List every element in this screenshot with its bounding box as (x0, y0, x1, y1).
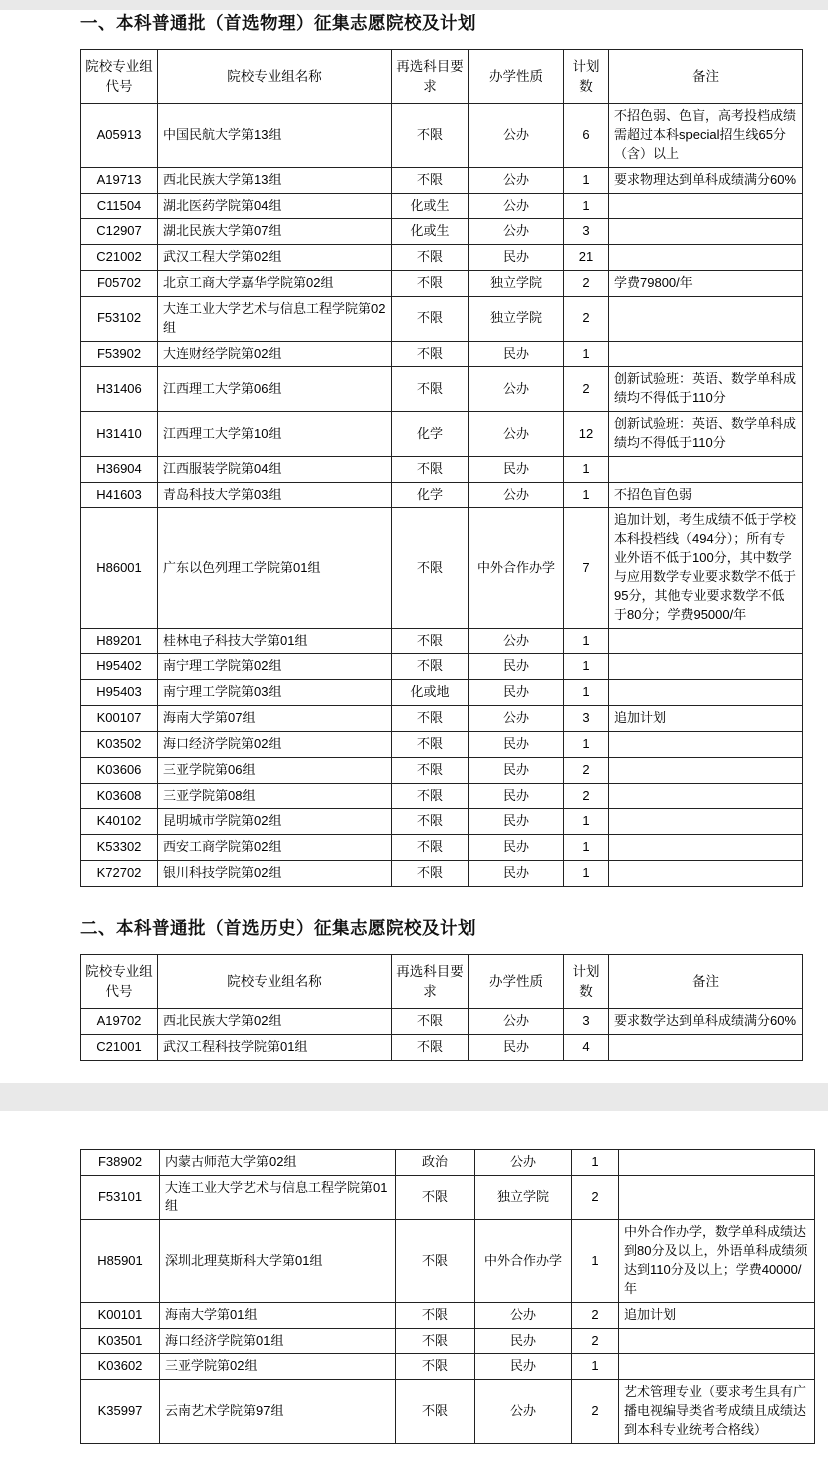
col-header-code: 院校专业组代号 (81, 50, 158, 104)
cell-count: 1 (564, 809, 609, 835)
cell-count: 1 (564, 654, 609, 680)
cell-subject: 化学 (392, 482, 469, 508)
cell-code: H89201 (81, 628, 158, 654)
cell-count: 1 (564, 731, 609, 757)
cell-name: 南宁理工学院第03组 (158, 680, 392, 706)
table-row (81, 835, 803, 861)
table-row (81, 706, 803, 732)
cell-name: 大连工业大学艺术与信息工程学院第02组 (158, 296, 392, 341)
cell-name: 西北民族大学第02组 (158, 1009, 392, 1035)
cell-count: 6 (564, 104, 609, 168)
cell-count: 3 (564, 706, 609, 732)
table-row (81, 1302, 815, 1328)
cell-note: 学费79800/年 (609, 271, 803, 297)
cell-note: 创新试验班：英语、数学单科成绩均不得低于110分 (609, 412, 803, 457)
cell-count: 3 (564, 219, 609, 245)
cell-subject: 不限 (392, 757, 469, 783)
cell-name: 内蒙古师范大学第02组 (160, 1149, 396, 1175)
cell-name: 三亚学院第08组 (158, 783, 392, 809)
cell-count: 2 (572, 1380, 619, 1444)
cell-type: 中外合作办学 (475, 1220, 572, 1302)
table-row (81, 680, 803, 706)
cell-subject: 不限 (392, 861, 469, 887)
cell-note: 追加计划 (609, 706, 803, 732)
cell-code: K40102 (81, 809, 158, 835)
table-row (81, 1009, 803, 1035)
cell-type: 公办 (475, 1302, 572, 1328)
col-header-note: 备注 (609, 50, 803, 104)
cell-subject: 化或地 (392, 680, 469, 706)
cell-subject: 不限 (396, 1302, 475, 1328)
cell-code: K35997 (81, 1380, 160, 1444)
plan-table-1 (80, 49, 803, 887)
cell-name: 三亚学院第02组 (160, 1354, 396, 1380)
table-row (81, 412, 803, 457)
col-header-type: 办学性质 (469, 50, 564, 104)
col-header-count: 计划数 (564, 954, 609, 1008)
cell-name: 桂林电子科技大学第01组 (158, 628, 392, 654)
cell-name: 深圳北理莫斯科大学第01组 (160, 1220, 396, 1302)
cell-code: H41603 (81, 482, 158, 508)
cell-code: K00101 (81, 1302, 160, 1328)
document-root (0, 10, 828, 1466)
cell-type: 公办 (469, 367, 564, 412)
cell-subject: 不限 (396, 1220, 475, 1302)
cell-type: 公办 (469, 706, 564, 732)
cell-type: 民办 (469, 654, 564, 680)
cell-type: 公办 (469, 219, 564, 245)
cell-note: 艺术管理专业（要求考生具有广播电视编导类省考成绩且成绩达到本科专业统考合格线） (619, 1380, 815, 1444)
cell-type: 公办 (469, 104, 564, 168)
table-row (81, 271, 803, 297)
cell-note: 不招色盲色弱 (609, 482, 803, 508)
cell-name: 大连工业大学艺术与信息工程学院第01组 (160, 1175, 396, 1220)
cell-subject: 不限 (392, 271, 469, 297)
cell-code: K03608 (81, 783, 158, 809)
cell-name: 海南大学第01组 (160, 1302, 396, 1328)
cell-note: 中外合作办学，数学单科成绩达到80分及以上，外语单科成绩须达到110分及以上；学费40000/年 (619, 1220, 815, 1302)
cell-type: 民办 (475, 1354, 572, 1380)
cell-count: 2 (564, 367, 609, 412)
cell-code: H85901 (81, 1220, 160, 1302)
cell-name: 江西理工大学第10组 (158, 412, 392, 457)
cell-note (609, 835, 803, 861)
cell-count: 1 (572, 1149, 619, 1175)
cell-subject: 不限 (392, 245, 469, 271)
cell-type: 民办 (469, 456, 564, 482)
table-row (81, 1354, 815, 1380)
col-header-name: 院校专业组名称 (158, 954, 392, 1008)
cell-subject: 不限 (392, 835, 469, 861)
section-title-2: 二、本科普通批（首选历史）征集志愿院校及计划 (80, 917, 476, 938)
cell-type: 中外合作办学 (469, 508, 564, 628)
table-row (81, 167, 803, 193)
cell-count: 1 (564, 680, 609, 706)
cell-code: F38902 (81, 1149, 160, 1175)
table-body-2 (81, 1009, 803, 1061)
cell-code: F53101 (81, 1175, 160, 1220)
cell-subject: 不限 (396, 1354, 475, 1380)
table-row (81, 731, 803, 757)
table-header-row (81, 50, 803, 104)
cell-note (609, 654, 803, 680)
table-holder-1 (0, 49, 828, 887)
cell-note (609, 341, 803, 367)
cell-subject: 不限 (392, 654, 469, 680)
section-title-1: 一、本科普通批（首选物理）征集志愿院校及计划 (80, 13, 476, 33)
table-row (81, 757, 803, 783)
cell-code: C21002 (81, 245, 158, 271)
cell-name: 南宁理工学院第02组 (158, 654, 392, 680)
cell-code: K00107 (81, 706, 158, 732)
cell-note (609, 731, 803, 757)
cell-code: C12907 (81, 219, 158, 245)
cell-code: K53302 (81, 835, 158, 861)
cell-type: 民办 (469, 861, 564, 887)
cell-count: 2 (564, 783, 609, 809)
cell-type: 民办 (469, 341, 564, 367)
table-body-1 (81, 104, 803, 887)
cell-subject: 化或生 (392, 193, 469, 219)
cell-subject: 化学 (392, 412, 469, 457)
cell-note (619, 1354, 815, 1380)
cell-name: 北京工商大学嘉华学院第02组 (158, 271, 392, 297)
table-row (81, 1149, 815, 1175)
cell-subject: 不限 (396, 1328, 475, 1354)
cell-code: K03602 (81, 1354, 160, 1380)
cell-note (609, 296, 803, 341)
cell-code: C11504 (81, 193, 158, 219)
cell-name: 江西服装学院第04组 (158, 456, 392, 482)
col-header-type: 办学性质 (469, 954, 564, 1008)
cell-note (609, 245, 803, 271)
cell-note (609, 219, 803, 245)
cell-subject: 不限 (396, 1380, 475, 1444)
cell-name: 西北民族大学第13组 (158, 167, 392, 193)
cell-subject: 不限 (392, 508, 469, 628)
cell-subject: 不限 (392, 104, 469, 168)
cell-type: 公办 (475, 1380, 572, 1444)
cell-type: 民办 (469, 1034, 564, 1060)
cell-count: 3 (564, 1009, 609, 1035)
cell-subject: 不限 (392, 296, 469, 341)
cell-note (609, 757, 803, 783)
cell-name: 昆明城市学院第02组 (158, 809, 392, 835)
cell-code: F05702 (81, 271, 158, 297)
cell-name: 三亚学院第06组 (158, 757, 392, 783)
cell-code: H95402 (81, 654, 158, 680)
cell-name: 广东以色列理工学院第01组 (158, 508, 392, 628)
cell-code: K03501 (81, 1328, 160, 1354)
cell-code: A05913 (81, 104, 158, 168)
cell-name: 云南艺术学院第97组 (160, 1380, 396, 1444)
cell-subject: 不限 (392, 341, 469, 367)
table-row (81, 367, 803, 412)
col-header-count: 计划数 (564, 50, 609, 104)
cell-note (619, 1175, 815, 1220)
cell-name: 江西理工大学第06组 (158, 367, 392, 412)
cell-count: 7 (564, 508, 609, 628)
col-header-name: 院校专业组名称 (158, 50, 392, 104)
cell-note: 追加计划 (619, 1302, 815, 1328)
cell-code: H95403 (81, 680, 158, 706)
cell-type: 民办 (475, 1328, 572, 1354)
cell-note: 创新试验班：英语、数学单科成绩均不得低于110分 (609, 367, 803, 412)
cell-type: 公办 (469, 167, 564, 193)
table-row (81, 861, 803, 887)
cell-type: 民办 (469, 809, 564, 835)
cell-code: K03606 (81, 757, 158, 783)
cell-note (619, 1328, 815, 1354)
cell-type: 独立学院 (469, 271, 564, 297)
cell-count: 2 (572, 1328, 619, 1354)
cell-note (609, 193, 803, 219)
cell-count: 1 (572, 1354, 619, 1380)
cell-code: F53102 (81, 296, 158, 341)
cell-count: 1 (564, 341, 609, 367)
cell-type: 民办 (469, 835, 564, 861)
table-row (81, 245, 803, 271)
table-row (81, 104, 803, 168)
cell-count: 1 (564, 861, 609, 887)
table-row (81, 456, 803, 482)
col-header-code: 院校专业组代号 (81, 954, 158, 1008)
table-row (81, 193, 803, 219)
page-separator (0, 1083, 828, 1111)
cell-name: 银川科技学院第02组 (158, 861, 392, 887)
table-holder-3 (0, 1149, 828, 1444)
cell-note (609, 628, 803, 654)
cell-note (609, 1034, 803, 1060)
table-row (81, 1380, 815, 1444)
cell-type: 公办 (469, 1009, 564, 1035)
cell-name: 湖北医药学院第04组 (158, 193, 392, 219)
document-page-2 (0, 1111, 828, 1466)
cell-note: 要求物理达到单科成绩满分60% (609, 167, 803, 193)
cell-code: C21001 (81, 1034, 158, 1060)
cell-count: 2 (572, 1302, 619, 1328)
cell-count: 1 (572, 1220, 619, 1302)
cell-note: 追加计划，考生成绩不低于学校本科投档线（494分）；所有专业外语不低于100分，其中数学与应用数学专业要求数学不低于95分，其他专业要求数学不低于80分；学费95000/年 (609, 508, 803, 628)
cell-name: 海口经济学院第02组 (158, 731, 392, 757)
cell-note (609, 456, 803, 482)
cell-type: 公办 (469, 193, 564, 219)
col-header-note: 备注 (609, 954, 803, 1008)
cell-count: 12 (564, 412, 609, 457)
table-row (81, 654, 803, 680)
table-row (81, 341, 803, 367)
table-body-3 (81, 1149, 815, 1443)
cell-note (609, 861, 803, 887)
cell-subject: 不限 (392, 628, 469, 654)
cell-code: F53902 (81, 341, 158, 367)
cell-count: 4 (564, 1034, 609, 1060)
cell-note: 不招色弱、色盲，高考投档成绩需超过本科special招生线65分（含）以上 (609, 104, 803, 168)
cell-count: 21 (564, 245, 609, 271)
document-page-1 (0, 10, 828, 1083)
cell-code: H86001 (81, 508, 158, 628)
cell-type: 公办 (469, 482, 564, 508)
cell-name: 武汉工程大学第02组 (158, 245, 392, 271)
cell-subject: 不限 (392, 1034, 469, 1060)
table-row (81, 1034, 803, 1060)
plan-table-2 (80, 954, 803, 1061)
cell-subject: 化或生 (392, 219, 469, 245)
cell-code: H31410 (81, 412, 158, 457)
cell-code: K72702 (81, 861, 158, 887)
cell-subject: 政治 (396, 1149, 475, 1175)
table-row (81, 1328, 815, 1354)
cell-type: 民办 (469, 783, 564, 809)
cell-code: H36904 (81, 456, 158, 482)
plan-table-3 (80, 1149, 815, 1444)
cell-subject: 不限 (392, 706, 469, 732)
cell-code: A19713 (81, 167, 158, 193)
table-row (81, 296, 803, 341)
cell-type: 公办 (469, 628, 564, 654)
cell-type: 独立学院 (475, 1175, 572, 1220)
cell-code: K03502 (81, 731, 158, 757)
cell-note: 要求数学达到单科成绩满分60% (609, 1009, 803, 1035)
cell-count: 2 (564, 296, 609, 341)
cell-type: 独立学院 (469, 296, 564, 341)
cell-name: 中国民航大学第13组 (158, 104, 392, 168)
cell-count: 2 (564, 271, 609, 297)
cell-type: 公办 (475, 1149, 572, 1175)
cell-count: 2 (564, 757, 609, 783)
table-row (81, 482, 803, 508)
cell-name: 湖北民族大学第07组 (158, 219, 392, 245)
cell-type: 民办 (469, 757, 564, 783)
table-row (81, 1175, 815, 1220)
cell-type: 民办 (469, 245, 564, 271)
cell-code: A19702 (81, 1009, 158, 1035)
col-header-subject: 再选科目要求 (392, 954, 469, 1008)
cell-count: 1 (564, 835, 609, 861)
cell-note (609, 680, 803, 706)
table-row (81, 219, 803, 245)
cell-type: 公办 (469, 412, 564, 457)
table-row (81, 809, 803, 835)
cell-note (619, 1149, 815, 1175)
table-row (81, 628, 803, 654)
cell-count: 1 (564, 193, 609, 219)
cell-subject: 不限 (396, 1175, 475, 1220)
table-header-row (81, 954, 803, 1008)
cell-count: 1 (564, 482, 609, 508)
cell-code: H31406 (81, 367, 158, 412)
table-row (81, 508, 803, 628)
cell-subject: 不限 (392, 1009, 469, 1035)
cell-note (609, 783, 803, 809)
cell-subject: 不限 (392, 456, 469, 482)
cell-count: 1 (564, 456, 609, 482)
table-row (81, 783, 803, 809)
cell-type: 民办 (469, 731, 564, 757)
cell-count: 1 (564, 628, 609, 654)
cell-subject: 不限 (392, 809, 469, 835)
table-row (81, 1220, 815, 1302)
col-header-subject: 再选科目要求 (392, 50, 469, 104)
cell-name: 青岛科技大学第03组 (158, 482, 392, 508)
cell-name: 大连财经学院第02组 (158, 341, 392, 367)
cell-count: 1 (564, 167, 609, 193)
cell-subject: 不限 (392, 731, 469, 757)
cell-subject: 不限 (392, 167, 469, 193)
cell-note (609, 809, 803, 835)
cell-subject: 不限 (392, 367, 469, 412)
cell-name: 武汉工程科技学院第01组 (158, 1034, 392, 1060)
cell-name: 海南大学第07组 (158, 706, 392, 732)
cell-type: 民办 (469, 680, 564, 706)
table-holder-2 (0, 954, 828, 1061)
cell-count: 2 (572, 1175, 619, 1220)
cell-name: 海口经济学院第01组 (160, 1328, 396, 1354)
cell-subject: 不限 (392, 783, 469, 809)
cell-name: 西安工商学院第02组 (158, 835, 392, 861)
